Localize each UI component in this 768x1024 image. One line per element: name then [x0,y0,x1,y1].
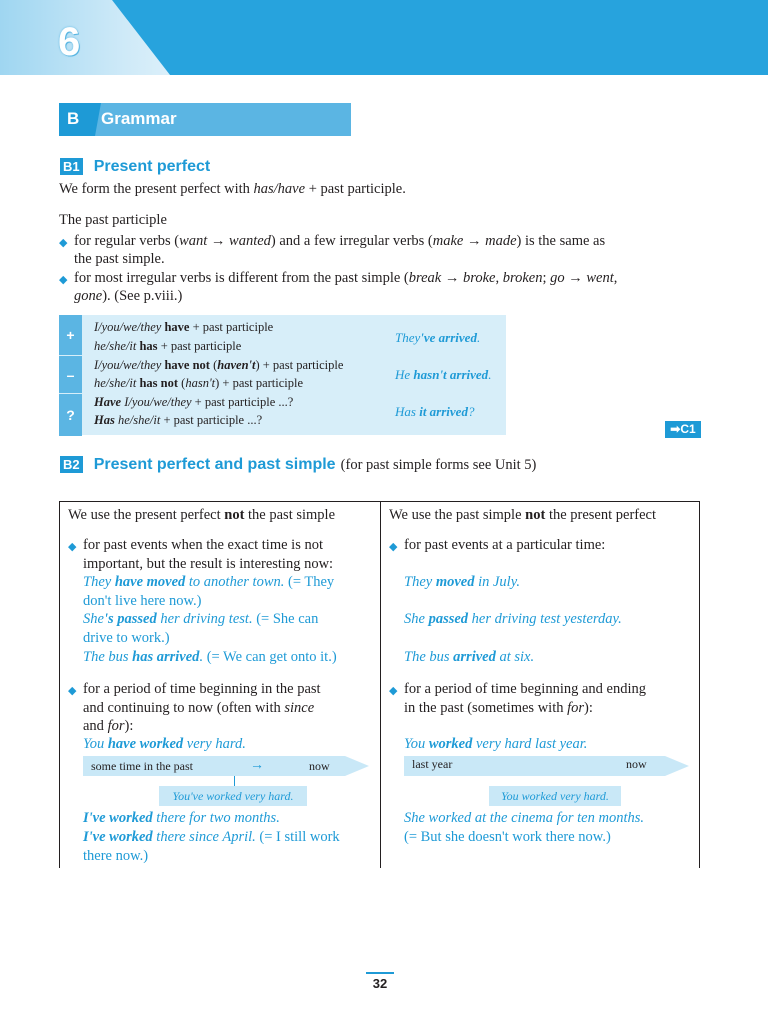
b1-badge: B1 [60,158,83,175]
b1-title: Present perfect [93,158,211,175]
participle-heading: The past participle [59,212,167,228]
bullet-diamond-icon: ◆ [389,684,398,697]
left-timeline-tick [234,776,235,786]
unit-banner [0,0,768,75]
positive-line-2: he/she/it has + past participle [94,339,242,353]
unit-number: 6 [58,20,81,64]
section-letter-box [59,103,101,136]
cross-reference-c1: ➡C1 [665,421,701,438]
positive-example: They've arrived. [395,330,481,345]
right-column-header: We use the past simple not the present perfect [389,507,657,523]
b1-intro: We form the present perfect with has/have + past participle. [59,181,406,197]
comparison-table [59,501,700,868]
participle-bullet-2: for most irregular verbs is different from the past simple (break → broke, broken; go → went, gone). (See p.viii.) [74,270,618,304]
right-example-4: You worked very hard last year. [404,736,588,752]
question-line-1: Have I/you/we/they + past participle ...? [94,395,294,409]
question-symbol: ? [59,393,82,436]
right-timeline-start: last year [412,757,453,771]
form-table [59,315,506,435]
question-line-2: Has he/she/it + past participle ...? [94,413,263,427]
right-timeline-caption: You worked very hard. [489,786,621,806]
right-example-3: The bus arrived at six. [404,649,535,665]
section-letter: B [67,109,80,128]
bullet-diamond-icon: ◆ [68,684,77,697]
positive-line-1: I/you/we/they have + past participle [94,320,274,334]
left-timeline-end: now [309,759,330,773]
left-bullet-1: for past events when the exact time is not important, but the result is interesting now: [83,537,334,572]
participle-bullet-1: for regular verbs (want → wanted) and a few irregular verbs (make → made) is the same as the past simple. [74,233,606,267]
b1-heading [60,156,210,176]
timeline-arrow-icon: → [250,758,264,773]
page-number: 32 [366,972,394,991]
left-bullet-2: for a period of time beginning in the past and continuing to now (often with since and for): [83,681,321,734]
b2-title: Present perfect and past simple [93,456,336,473]
bullet-diamond-icon: ◆ [68,540,77,553]
b2-heading [60,454,536,474]
right-example-2: She passed her driving test yesterday. [404,611,622,627]
right-timeline-end: now [626,757,647,771]
bullet-diamond-icon: ◆ [59,236,68,249]
section-header [59,103,351,136]
positive-symbol: + [59,315,82,355]
section-title: Grammar [101,109,177,128]
b2-note: (for past simple forms see Unit 5) [340,457,537,473]
left-example-1: They have moved to another town. (= They don't live here now.) [83,574,335,609]
left-example-5: I've worked there for two months. [83,810,280,826]
column-divider [380,502,381,868]
negative-line-1: I/you/we/they have not (haven't) + past participle [94,358,344,372]
negative-example: He hasn't arrived. [395,367,492,382]
right-example-1: They moved in July. [404,574,520,590]
right-bullet-1: for past events at a particular time: [404,537,606,553]
left-example-3: The bus has arrived. (= We can get onto it.) [83,649,337,665]
bullet-diamond-icon: ◆ [389,540,398,553]
question-example: Has it arrived? [395,404,475,419]
right-example-6: (= But she doesn't work there now.) [404,829,611,845]
negative-symbol: – [59,355,82,394]
left-timeline-caption: You've worked very hard. [159,786,307,806]
left-column-header: We use the present perfect not the past simple [68,507,336,523]
b2-badge: B2 [60,456,83,473]
left-example-6: I've worked there since April. (= I still work there now.) [83,829,340,864]
right-bullet-2: for a period of time beginning and ending in the past (sometimes with for): [404,681,647,716]
left-example-4: You have worked very hard. [83,736,246,752]
left-example-2: She's passed her driving test. (= She can drive to work.) [83,611,319,646]
left-timeline-start: some time in the past [91,759,193,773]
negative-line-2: he/she/it has not (hasn't) + past participle [94,376,304,390]
bullet-diamond-icon: ◆ [59,273,68,286]
right-example-5: She worked at the cinema for ten months. [404,810,645,826]
